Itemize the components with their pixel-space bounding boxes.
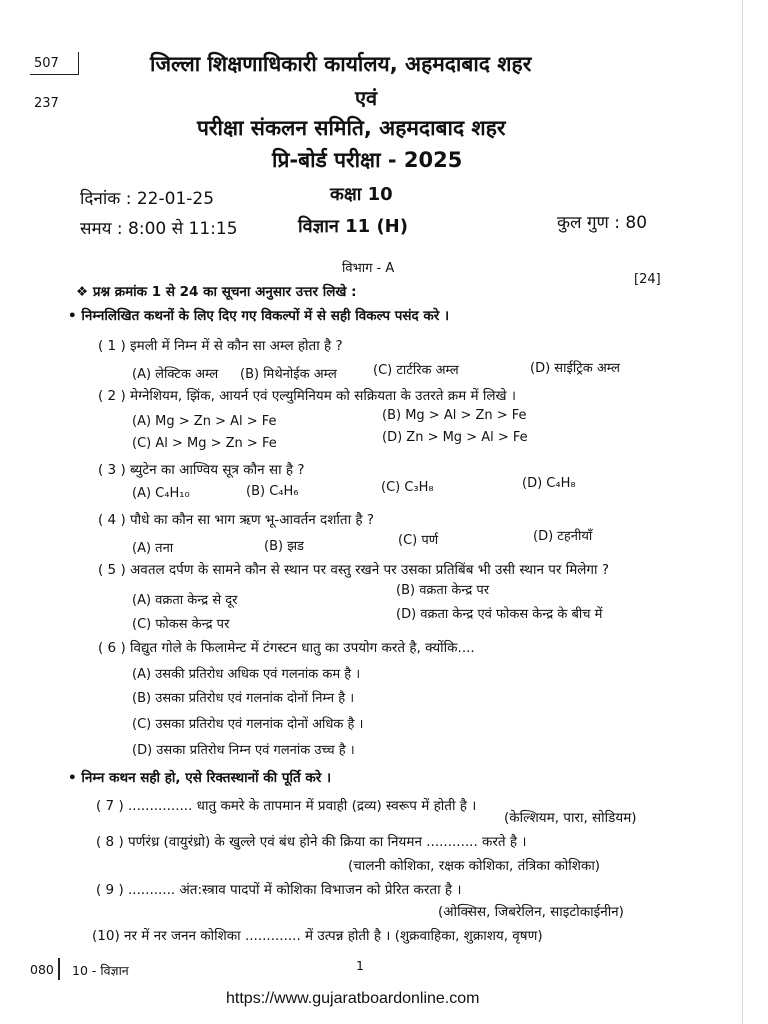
q3-option-b: (B) C₄H₆ bbox=[246, 484, 299, 499]
question-7: ( 7 ) ............... धातु कमरे के तापमान में प्रवाही (द्रव्य) स्वरूप में होती है । bbox=[96, 798, 477, 814]
exam-total-marks: कुल गुण : 80 bbox=[557, 213, 648, 233]
q3-option-c: (C) C₃H₈ bbox=[381, 480, 434, 495]
q6-option-a: (A) उसकी प्रतिरोध अधिक एवं गलनांक कम है । bbox=[132, 667, 361, 682]
exam-subject: विज्ञान 11 (H) bbox=[298, 216, 408, 237]
q1-option-b: (B) मिथेनोईक अम्ल bbox=[240, 367, 337, 382]
bullet-icon: • bbox=[68, 308, 77, 324]
question-8: ( 8 ) पर्णरंध्र (वायुरंध्रो) के खुल्ले एवं बंध होने की क्रिया का नियमन ............ करते है । bbox=[96, 834, 527, 850]
question-2: ( 2 ) मेग्नेशियम, झिंक, आयर्न एवं एल्युमिनियम को सक्रियता के उतरते क्रम में लिखे । bbox=[98, 388, 516, 404]
q2-option-d: (D) Zn > Mg > Al > Fe bbox=[382, 430, 528, 445]
q8-choices: (चालनी कोशिका, रक्षक कोशिका, तंत्रिका कोशिका) bbox=[348, 858, 601, 874]
exam-time: समय : 8:00 से 11:15 bbox=[80, 219, 238, 239]
q7-choices: (केल्शियम, पारा, सोडियम) bbox=[504, 810, 637, 826]
q5-option-a: (A) वक्रता केन्द्र से दूर bbox=[132, 593, 238, 608]
q4-option-d: (D) टहनीयाँ bbox=[533, 529, 593, 544]
diamond-bullet-icon: ❖ bbox=[76, 284, 89, 300]
section-title: विभाग - A bbox=[342, 261, 395, 276]
q6-option-d: (D) उसका प्रतिरोध निम्न एवं गलनांक उच्च है । bbox=[132, 743, 355, 758]
q5-option-b: (B) वक्रता केन्द्र पर bbox=[396, 583, 490, 598]
fill-instruction: • निम्न कथन सही हो, एसे रिक्तस्थानों की पूर्ति करे । bbox=[68, 770, 332, 786]
q2-option-a: (A) Mg > Zn > Al > Fe bbox=[132, 414, 277, 429]
q5-option-c: (C) फोकस केन्द्र पर bbox=[132, 617, 230, 632]
q1-option-c: (C) टार्टरिक अम्ल bbox=[373, 363, 459, 378]
question-9: ( 9 ) ........... अंत:स्त्राव पादपों में कोशिका विभाजन को प्रेरित करता है । bbox=[96, 882, 462, 898]
header-and: एवं bbox=[355, 86, 378, 110]
side-code-second: 237 bbox=[34, 96, 59, 111]
q4-option-c: (C) पर्ण bbox=[398, 533, 439, 548]
section-marks: [24] bbox=[634, 272, 661, 287]
mcq-instruction: • निम्नलिखित कथनों के लिए दिए गए विकल्पों में से सही विकल्प पसंद करे । bbox=[68, 308, 450, 324]
page-edge-line bbox=[742, 0, 743, 1024]
footer-url[interactable]: https://www.gujaratboardonline.com bbox=[226, 990, 480, 1007]
side-code-top: 507 bbox=[34, 56, 59, 71]
q4-option-b: (B) झड bbox=[264, 539, 304, 554]
question-10: (10) नर में नर जनन कोशिका ............. में उत्पन्न होती है । (शुक्रवाहिका, शुक्राशय, वृषण) bbox=[92, 928, 543, 944]
question-1: ( 1 ) इमली में निम्न में से कौन सा अम्ल होता है ? bbox=[98, 338, 343, 354]
q3-option-d: (D) C₄H₈ bbox=[522, 476, 576, 491]
footer-code: 080 bbox=[30, 962, 54, 977]
header-committee: परीक्षा संकलन समिति, अहमदाबाद शहर bbox=[197, 116, 506, 140]
q6-option-c: (C) उसका प्रतिरोध एवं गलनांक दोनों अधिक है । bbox=[132, 717, 364, 732]
q1-option-a: (A) लेक्टिक अम्ल bbox=[132, 367, 219, 382]
bullet-icon: • bbox=[68, 770, 77, 786]
header-office: जिल्ला शिक्षणाधिकारी कार्यालय, अहमदाबाद शहर bbox=[150, 52, 532, 76]
q2-option-c: (C) Al > Mg > Zn > Fe bbox=[132, 436, 277, 451]
exam-class: कक्षा 10 bbox=[330, 184, 393, 205]
exam-date: दिनांक : 22-01-25 bbox=[80, 189, 215, 209]
main-instruction: ❖ प्रश्न क्रमांक 1 से 24 का सूचना अनुसार उत्तर लिखे : bbox=[76, 284, 357, 300]
q4-option-a: (A) तना bbox=[132, 541, 174, 556]
q6-option-b: (B) उसका प्रतिरोध एवं गलनांक दोनों निम्न है । bbox=[132, 691, 355, 706]
question-3: ( 3 ) ब्युटेन का आण्विय सूत्र कौन सा है ? bbox=[98, 462, 305, 478]
question-6: ( 6 ) विद्युत गोले के फिलामेन्ट में टंगस्टन धातु का उपयोग करते है, क्योंकि.... bbox=[98, 640, 475, 656]
question-5: ( 5 ) अवतल दर्पण के सामने कौन से स्थान पर वस्तु रखने पर उसका प्रतिबिंब भी उसी स्थान पर मिलेगा ? bbox=[98, 562, 609, 578]
q2-option-b: (B) Mg > Al > Zn > Fe bbox=[382, 408, 527, 423]
q5-option-d: (D) वक्रता केन्द्र एवं फोकस केन्द्र के बीच में bbox=[396, 607, 603, 622]
page-number: 1 bbox=[356, 958, 364, 973]
q9-choices: (ओक्सिस, जिबरेलिन, साइटोकाईनीन) bbox=[438, 904, 624, 920]
footer-subject: 10 - विज्ञान bbox=[72, 963, 129, 978]
q3-option-a: (A) C₄H₁₀ bbox=[132, 486, 190, 501]
footer-divider bbox=[58, 958, 60, 980]
question-4: ( 4 ) पौधे का कौन सा भाग ऋण भू-आवर्तन दर्शाता है ? bbox=[98, 512, 375, 528]
header-exam-title: प्रि-बोर्ड परीक्षा - 2025 bbox=[272, 148, 463, 172]
q1-option-d: (D) साईट्रिक अम्ल bbox=[530, 361, 620, 376]
